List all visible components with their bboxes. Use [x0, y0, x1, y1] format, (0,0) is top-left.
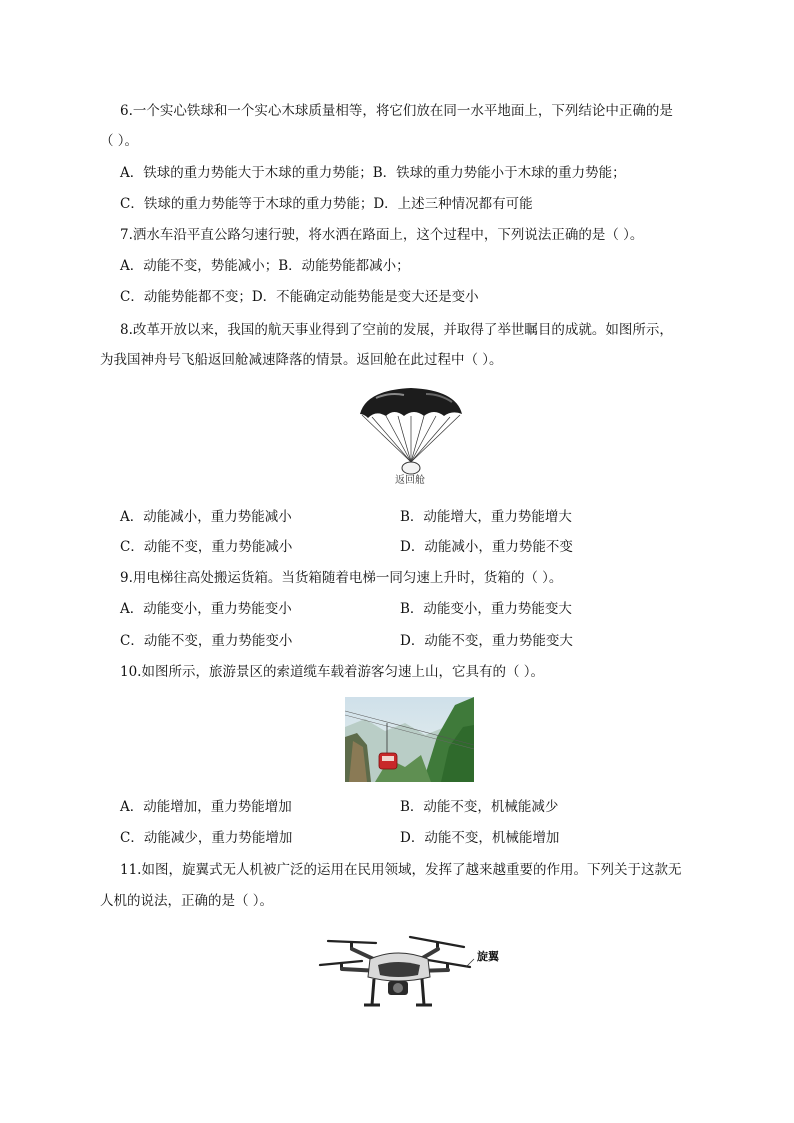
parachute-lines: [362, 415, 460, 462]
q11-figure-label: 旋翼: [477, 950, 499, 963]
q6-options-ab: A．铁球的重力势能大于木球的重力势能；B．铁球的重力势能小于木球的重力势能；: [120, 165, 626, 181]
rotor-label-pointer: [466, 959, 474, 967]
q10-stem: 10.如图所示，旅游景区的索道缆车载着游客匀速上山，它具有的（ ）。: [120, 664, 545, 680]
q8-option-a: A．动能减小，重力势能减小: [120, 509, 292, 525]
q10-option-b: B．动能不变，机械能减少: [400, 799, 559, 815]
parachute-canopy: [360, 388, 462, 418]
q9-option-a: A．动能变小，重力势能变小: [120, 601, 292, 617]
q7-options-ab: A．动能不变，势能减小；B．动能势能都减小；: [120, 258, 410, 274]
q11-stem-line1: 11.如图，旋翼式无人机被广泛的运用在民用领域，发挥了越来越重要的作用。下列关于这款无: [120, 862, 682, 878]
drone-body: [368, 953, 430, 981]
drone-camera: [388, 981, 408, 995]
capsule-shape: [402, 462, 420, 474]
q8-option-b: B．动能增大，重力势能增大: [400, 509, 572, 525]
q8-figure-caption: 返回舱: [395, 475, 425, 486]
q9-option-b: B．动能变小，重力势能变大: [400, 601, 572, 617]
q6-stem-line2: （ ）。: [100, 133, 139, 149]
drone-figure: [318, 925, 508, 1011]
q7-stem: 7.洒水车沿平直公路匀速行驶，将水洒在路面上，这个过程中，下列说法正确的是（ ）。: [120, 227, 644, 243]
q8-stem-line2: 为我国神舟号飞船返回舱减速降落的情景。返回舱在此过程中（ ）。: [100, 352, 503, 368]
q8-option-d: D．动能减小，重力势能不变: [400, 539, 573, 555]
q8-stem-line1: 8.改革开放以来，我国的航天事业得到了空前的发展，并取得了举世瞩目的成就。如图所示，: [120, 322, 673, 338]
q10-option-c: C．动能减少，重力势能增加: [120, 830, 293, 846]
q10-option-d: D．动能不变，机械能增加: [400, 830, 560, 846]
q11-stem-line2: 人机的说法，正确的是（ ）。: [100, 893, 274, 909]
q7-options-cd: C．动能势能都不变；D．不能确定动能势能是变大还是变小: [120, 289, 479, 305]
q10-option-a: A．动能增加，重力势能增加: [120, 799, 292, 815]
q6-stem-line1: 6.一个实心铁球和一个实心木球质量相等，将它们放在同一水平地面上，下列结论中正确的是: [120, 103, 673, 119]
q9-option-d: D．动能不变，重力势能变大: [400, 633, 573, 649]
q8-option-c: C．动能不变，重力势能减小: [120, 539, 293, 555]
q9-stem: 9.用电梯往高处搬运货箱。当货箱随着电梯一同匀速上升时，货箱的（ ）。: [120, 570, 563, 586]
q9-option-c: C．动能不变，重力势能变小: [120, 633, 293, 649]
q6-options-cd: C．铁球的重力势能等于木球的重力势能；D．上述三种情况都有可能: [120, 196, 533, 212]
cable-car-figure: [345, 697, 474, 782]
